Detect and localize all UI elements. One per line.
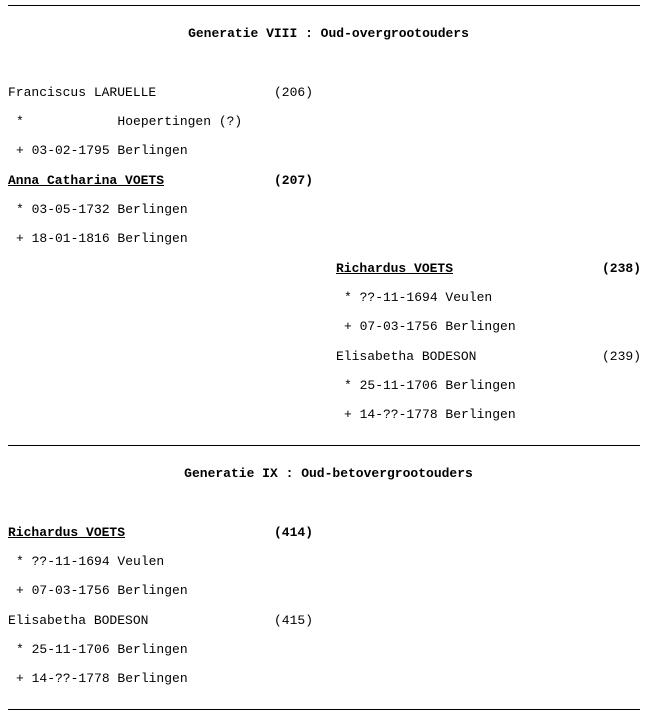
section-divider (8, 445, 640, 446)
death-line: + 03-02-1795 Berlingen (16, 143, 188, 158)
generation-ix-heading: Generatie IX : Oud-betovergrootouders (184, 466, 473, 481)
death-line: + 18-01-1816 Berlingen (16, 231, 188, 246)
person-name: Franciscus LARUELLE (8, 85, 157, 100)
bottom-divider (8, 709, 640, 710)
generation-viii-heading: Generatie VIII : Oud-overgrootouders (188, 26, 469, 41)
death-line: + 14-??-1778 Berlingen (344, 407, 516, 422)
person-number: (238) (602, 261, 642, 276)
person-number: (239) (602, 349, 642, 364)
person-name: Richardus VOETS (336, 261, 454, 276)
person-name: Elisabetha BODESON (8, 613, 149, 628)
birth-line: * ??-11-1694 Veulen (344, 290, 493, 305)
person-number: (415) (274, 613, 314, 628)
person-name: Elisabetha BODESON (336, 349, 477, 364)
person-number: (206) (274, 85, 314, 100)
birth-line: * 03-05-1732 Berlingen (16, 202, 188, 217)
person-name: Richardus VOETS (8, 525, 126, 540)
birth-line: * 25-11-1706 Berlingen (344, 378, 516, 393)
death-line: + 14-??-1778 Berlingen (16, 671, 188, 686)
birth-line: * ??-11-1694 Veulen (16, 554, 165, 569)
birth-line: * Hoepertingen (?) (16, 114, 243, 129)
person-name: Anna Catharina VOETS (8, 173, 165, 188)
person-number: (207) (274, 173, 314, 188)
top-divider (8, 5, 640, 6)
death-line: + 07-03-1756 Berlingen (16, 583, 188, 598)
person-number: (414) (274, 525, 314, 540)
birth-line: * 25-11-1706 Berlingen (16, 642, 188, 657)
death-line: + 07-03-1756 Berlingen (344, 319, 516, 334)
